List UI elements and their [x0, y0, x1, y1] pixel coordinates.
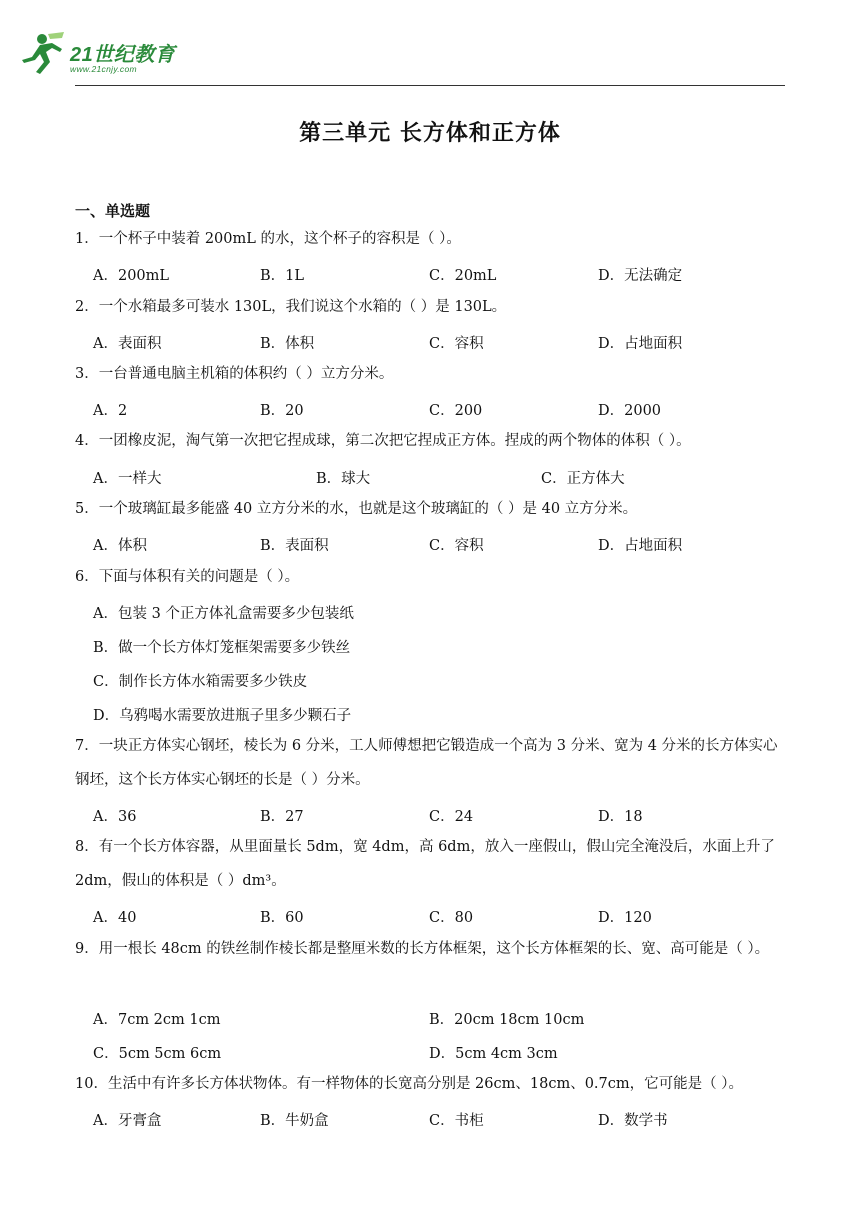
- question-7-option-a[interactable]: A．36: [93, 809, 137, 825]
- question-4: 4．一团橡皮泥，淘气第一次把它捏成球，第二次把它捏成正方体。捏成的两个物体的体积（ ）。: [75, 433, 691, 449]
- question-10-option-b[interactable]: B．牛奶盒: [260, 1113, 329, 1129]
- question-6-option-b[interactable]: B．做一个长方体灯笼框架需要多少铁丝: [93, 640, 351, 656]
- question-10: 10．生活中有许多长方体状物体。有一样物体的长宽高分别是 26cm、18cm、0.7cm，它可能是（ ）。: [75, 1076, 743, 1092]
- question-10-option-d[interactable]: D．数学书: [598, 1113, 668, 1129]
- question-2-option-d[interactable]: D．占地面积: [598, 336, 683, 352]
- question-10-option-c[interactable]: C．书柜: [429, 1113, 484, 1129]
- question-8-option-b[interactable]: B．60: [260, 910, 304, 926]
- question-5-option-a[interactable]: A．体积: [93, 538, 147, 554]
- question-3-option-a[interactable]: A．2: [93, 403, 128, 419]
- question-1-option-b[interactable]: B．1L: [260, 268, 305, 284]
- question-6-option-d[interactable]: D．乌鸦喝水需要放进瓶子里多少颗石子: [93, 708, 352, 724]
- question-6: 6．下面与体积有关的问题是（ ）。: [75, 569, 300, 585]
- question-9-option-a[interactable]: A．7cm 2cm 1cm: [93, 1012, 221, 1028]
- question-9: 9．用一根长 48cm 的铁丝制作棱长都是整厘米数的长方体框架，这个长方体框架的长、宽、高可能是（ ）。: [75, 941, 770, 957]
- question-1: 1．一个杯子中装着 200mL 的水，这个杯子的容积是（ ）。: [75, 231, 461, 247]
- question-7: 7．一块正方体实心钢坯，棱长为 6 分米，工人师傅想把它锻造成一个高为 3 分米、宽为 4 分米的长方体实心钢坯，这个长方体实心钢坯的长是（ ）分米。: [75, 738, 778, 788]
- question-6-option-c[interactable]: C．制作长方体水箱需要多少铁皮: [93, 674, 308, 690]
- question-4-option-c[interactable]: C．正方体大: [541, 471, 625, 487]
- section-heading: 一、单选题: [75, 202, 151, 220]
- page-title: 第三单元 长方体和正方体: [299, 120, 561, 146]
- question-6-option-a[interactable]: A．包装 3 个正方体礼盒需要多少包装纸: [93, 606, 354, 622]
- question-2-option-c[interactable]: C．容积: [429, 336, 484, 352]
- question-4-option-a[interactable]: A．一样大: [93, 471, 162, 487]
- question-9-option-b[interactable]: B．20cm 18cm 10cm: [429, 1012, 585, 1028]
- question-1-option-d[interactable]: D．无法确定: [598, 268, 683, 284]
- question-10-option-a[interactable]: A．牙膏盒: [93, 1113, 162, 1129]
- question-2: 2．一个水箱最多可装水 130L，我们说这个水箱的（ ）是 130L。: [75, 299, 507, 315]
- question-9-option-c[interactable]: C．5cm 5cm 6cm: [93, 1046, 222, 1062]
- question-5: 5．一个玻璃缸最多能盛 40 立方分米的水，也就是这个玻璃缸的（ ）是 40 立方分米。: [75, 501, 638, 517]
- question-8-option-c[interactable]: C．80: [429, 910, 474, 926]
- logo-text: 21世纪教育: [70, 44, 176, 66]
- question-5-option-d[interactable]: D．占地面积: [598, 538, 683, 554]
- question-3-option-c[interactable]: C．200: [429, 403, 483, 419]
- question-3: 3．一台普通电脑主机箱的体积约（ ）立方分米。: [75, 366, 394, 382]
- question-1-option-c[interactable]: C．20mL: [429, 268, 497, 284]
- question-2-option-a[interactable]: A．表面积: [93, 336, 162, 352]
- question-8: 8．有一个长方体容器，从里面量长 5dm，宽 4dm，高 6dm，放入一座假山，假山完全淹没后，水面上升了 2dm，假山的体积是（ ）dm³。: [75, 839, 775, 889]
- question-4-option-b[interactable]: B．球大: [316, 471, 371, 487]
- question-7-option-d[interactable]: D．18: [598, 809, 643, 825]
- logo-url: www.21cnjy.com: [70, 64, 137, 74]
- header-divider: [75, 85, 785, 86]
- question-7-option-b[interactable]: B．27: [260, 809, 304, 825]
- runner-logo-icon: [18, 30, 68, 76]
- question-7-option-c[interactable]: C．24: [429, 809, 474, 825]
- question-1-option-a[interactable]: A．200mL: [93, 268, 170, 284]
- question-8-option-a[interactable]: A．40: [93, 910, 137, 926]
- logo: [18, 30, 188, 80]
- question-9-option-d[interactable]: D．5cm 4cm 3cm: [429, 1046, 558, 1062]
- question-8-option-d[interactable]: D．120: [598, 910, 652, 926]
- question-3-option-b[interactable]: B．20: [260, 403, 304, 419]
- question-5-option-b[interactable]: B．表面积: [260, 538, 329, 554]
- question-2-option-b[interactable]: B．体积: [260, 336, 315, 352]
- question-5-option-c[interactable]: C．容积: [429, 538, 484, 554]
- question-3-option-d[interactable]: D．2000: [598, 403, 662, 419]
